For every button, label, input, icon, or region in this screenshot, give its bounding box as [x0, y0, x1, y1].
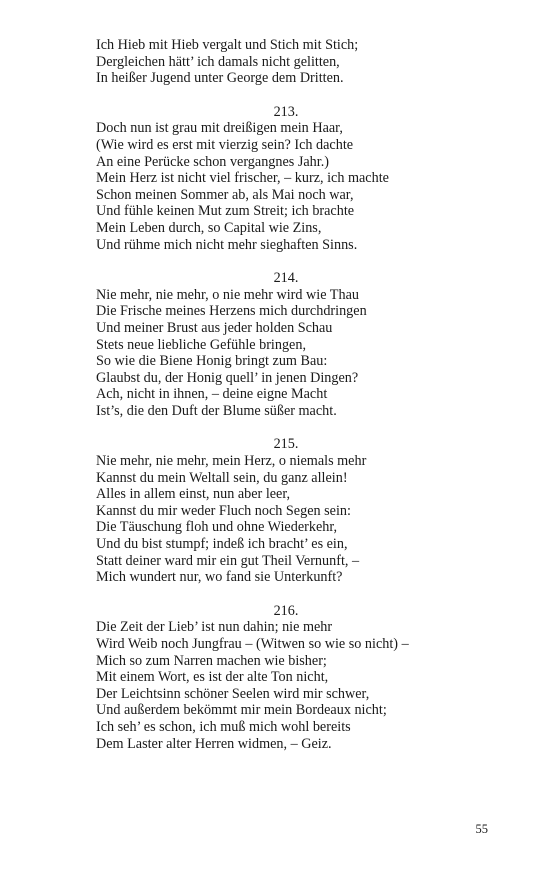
verse-line: Der Leichtsinn schöner Seelen wird mir schwer,: [96, 685, 370, 702]
verse-line: Die Frische meines Herzens mich durchdringen: [96, 303, 367, 320]
verse-line: Und du bist stumpf; indeß ich bracht’ es ein,: [96, 536, 348, 553]
verse-line: Und meiner Brust aus jeder holden Schau: [96, 319, 333, 336]
stanza-number: 216.: [273, 602, 299, 619]
verse-line: Schon meinen Sommer ab, als Mai noch war,: [96, 186, 354, 203]
verse-line: Kannst du mein Weltall sein, du ganz allein!: [96, 469, 348, 486]
verse-line: Nie mehr, nie mehr, mein Herz, o niemals mehr: [96, 453, 367, 470]
verse-line: (Wie wird es erst mit vierzig sein? Ich dachte: [96, 136, 354, 153]
verse-line: In heißer Jugend unter George dem Dritten.: [96, 70, 344, 87]
verse-line: Dergleichen hätt’ ich damals nicht gelitten,: [96, 53, 340, 70]
verse-line: Kannst du mir weder Fluch noch Segen sein:: [96, 502, 351, 519]
verse-line: Mein Herz ist nicht viel frischer, – kurz, ich machte: [96, 170, 389, 187]
verse-line: An eine Perücke schon vergangnes Jahr.): [96, 153, 329, 170]
verse-line: Wird Weib noch Jungfrau – (Witwen so wie so nicht) –: [96, 636, 409, 652]
verse-line: Ich Hieb mit Hieb vergalt und Stich mit Stich;: [96, 37, 359, 53]
verse-line: Und außerdem bekömmt mir mein Bordeaux nicht;: [96, 702, 387, 719]
verse-line: Dem Laster alter Herren widmen, – Geiz.: [96, 735, 332, 752]
verse-line: Alles in allem einst, nun aber leer,: [96, 486, 291, 503]
verse-line: Die Täuschung floh und ohne Wiederkehr,: [96, 519, 338, 536]
verse-line: Stets neue liebliche Gefühle bringen,: [96, 336, 306, 353]
verse-line: Die Zeit der Lieb’ ist nun dahin; nie mehr: [96, 619, 333, 636]
verse-line: So wie die Biene Honig bringt zum Bau:: [96, 353, 328, 370]
verse-line: Statt deiner ward mir ein gut Theil Vernunft, –: [96, 552, 360, 569]
verse-line: Mit einem Wort, es ist der alte Ton nicht,: [96, 669, 329, 686]
verse-line: Mich so zum Narren machen wie bisher;: [96, 652, 327, 669]
verse-line: Mein Leben durch, so Capital wie Zins,: [96, 219, 322, 236]
stanza-216: [96, 603, 476, 752]
verse-line: Ach, nicht in ihnen, – deine eigne Macht: [96, 386, 328, 403]
stanza-number: 215.: [273, 436, 299, 453]
verse-line: Doch nun ist grau mit dreißigen mein Haar,: [96, 120, 343, 137]
intro-stanza: [96, 37, 476, 87]
verse-line: Und rühme mich nicht mehr sieghaften Sinns.: [96, 236, 358, 253]
verse-line: Ist’s, die den Duft der Blume süßer macht.: [96, 402, 337, 419]
verse-line: Nie mehr, nie mehr, o nie mehr wird wie Thau: [96, 286, 359, 303]
verse-line: Ich seh’ es schon, ich muß mich wohl bereits: [96, 718, 351, 735]
stanza-number: 213.: [273, 103, 299, 120]
stanza-215: [96, 436, 476, 585]
verse-line: Mich wundert nur, wo fand sie Unterkunft?: [96, 569, 343, 586]
stanza-213: [96, 104, 476, 253]
poem-page: [96, 37, 476, 752]
verse-line: Und fühle keinen Mut zum Streit; ich brachte: [96, 203, 355, 220]
page-number: 55: [475, 822, 488, 836]
stanza-214: [96, 270, 476, 419]
stanza-number: 214.: [273, 270, 299, 287]
verse-line: Glaubst du, der Honig quell’ in jenen Dingen?: [96, 369, 359, 386]
